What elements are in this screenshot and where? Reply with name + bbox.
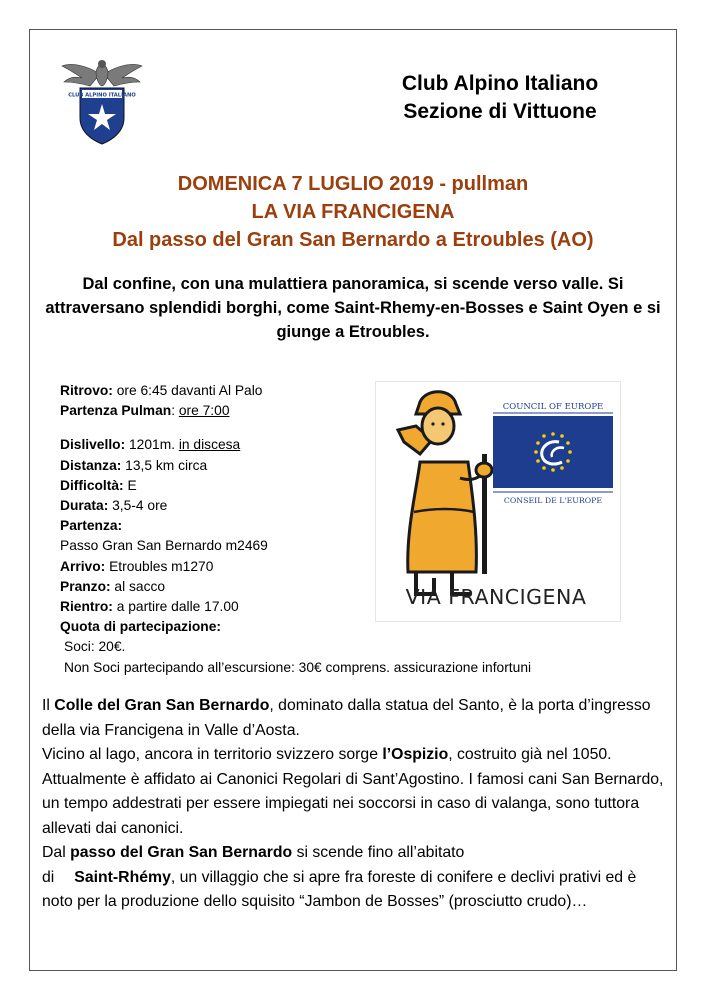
dislivello-value: 1201m. <box>125 437 179 453</box>
event-headline <box>0 170 706 254</box>
paragraph-ospizio <box>42 743 664 841</box>
quota-label: Quota di partecipazione: <box>60 619 221 635</box>
via-francigena-title: VIA FRANCIGENA <box>405 585 587 609</box>
partenza-pulman-value: ore 7:00 <box>178 403 230 419</box>
partenza-pulman-label: Partenza Pulman <box>60 403 172 419</box>
pranzo-label: Pranzo: <box>60 578 111 594</box>
dislivello-extra: in discesa <box>178 437 241 453</box>
difficolta-value: E <box>123 477 137 493</box>
pilgrim-illustration <box>376 382 620 621</box>
club-name-line1: Club Alpino Italiano <box>401 72 599 95</box>
pranzo-value: al sacco <box>110 578 166 594</box>
council-line2: CONSEIL DE L'EUROPE <box>503 496 603 505</box>
logo-text: CLUB ALPINO ITALIANO <box>68 92 136 99</box>
event-route-line: Dal passo del Gran San Bernardo a Etroubles (AO) <box>112 229 594 251</box>
p4-bold: Saint-Rhémy <box>74 868 171 886</box>
distanza-label: Distanza: <box>60 457 122 473</box>
council-line1: COUNCIL OF EUROPE <box>502 402 604 412</box>
durata-label: Durata: <box>60 498 109 514</box>
arrivo-label: Arrivo: <box>60 558 106 574</box>
quota-soci: Soci: 20€. <box>64 639 126 655</box>
description-text <box>42 694 664 915</box>
distanza-value: 13,5 km circa <box>121 457 208 473</box>
ritrovo-label: Ritrovo: <box>60 383 113 398</box>
dislivello-label: Dislivello: <box>60 437 126 453</box>
p4-pre: di <box>42 868 55 886</box>
p3-post: si scende fino all’abitato <box>292 844 465 861</box>
partenza-value: Passo Gran San Bernardo m2469 <box>60 538 268 554</box>
club-name <box>330 70 670 126</box>
rientro-value: a partire dalle 17.00 <box>112 599 239 615</box>
p1-bold: Colle del Gran San Bernardo <box>54 697 270 714</box>
p4-post: , un villaggio che si apre fra foreste di conifere e declivi prativi ed è noto per la produzione dello squisito “Jambon de Bosses” (prosciutto crudo)… <box>42 868 637 910</box>
intro-text: Dal confine, con una mulattiera panoramica, si scende verso valle. Si attraversano splendidi borghi, come Saint-Rhemy-en-Bosses e Saint Oyen e si giunge a Etroubles. <box>45 275 661 341</box>
p2-bold: l’Ospizio <box>382 746 449 763</box>
partenza-label: Partenza: <box>60 518 123 534</box>
arrivo-value: Etroubles m1270 <box>105 558 214 574</box>
event-date-line: DOMENICA 7 LUGLIO 2019 - pullman <box>177 173 529 195</box>
partenza-pulman-sep: : <box>171 403 179 419</box>
p2-pre: Vicino al lago, ancora in territorio svizzero sorge <box>42 746 383 763</box>
paragraph-passo <box>42 841 664 866</box>
p1-pre: Il <box>42 697 55 714</box>
rientro-label: Rientro: <box>60 599 113 615</box>
event-title-line: LA VIA FRANCIGENA <box>251 201 455 223</box>
club-name-line2: Sezione di Vittuone <box>403 100 597 123</box>
p3-pre: Dal <box>42 844 71 861</box>
durata-value: 3,5-4 ore <box>108 498 168 514</box>
paragraph-saint-rhemy <box>42 866 664 915</box>
p1-post: , dominato dalla statua del Santo, è la porta d’ingresso della via Francigena in Valle d’Aosta. <box>42 697 651 739</box>
quota-non-soci: Non Soci partecipando all’escursione: 30€ comprens. assicurazione infortuni <box>64 659 532 675</box>
cai-logo <box>60 52 144 148</box>
p3-bold: passo del Gran San Bernardo <box>70 844 293 861</box>
difficolta-label: Difficoltà: <box>60 477 124 493</box>
ritrovo-value: ore 6:45 davanti Al Palo <box>112 383 263 398</box>
paragraph-colle <box>42 694 664 743</box>
via-francigena-image <box>376 382 620 621</box>
p2-post: , costruito già nel 1050. Attualmente è affidato ai Canonici Regolari di Sant’Agostino. I famosi cani San Bernardo, un tempo addestrati per essere impiegati nei soccorsi in caso di valanga, sono tuttora allevati dai canonici. <box>42 746 664 837</box>
